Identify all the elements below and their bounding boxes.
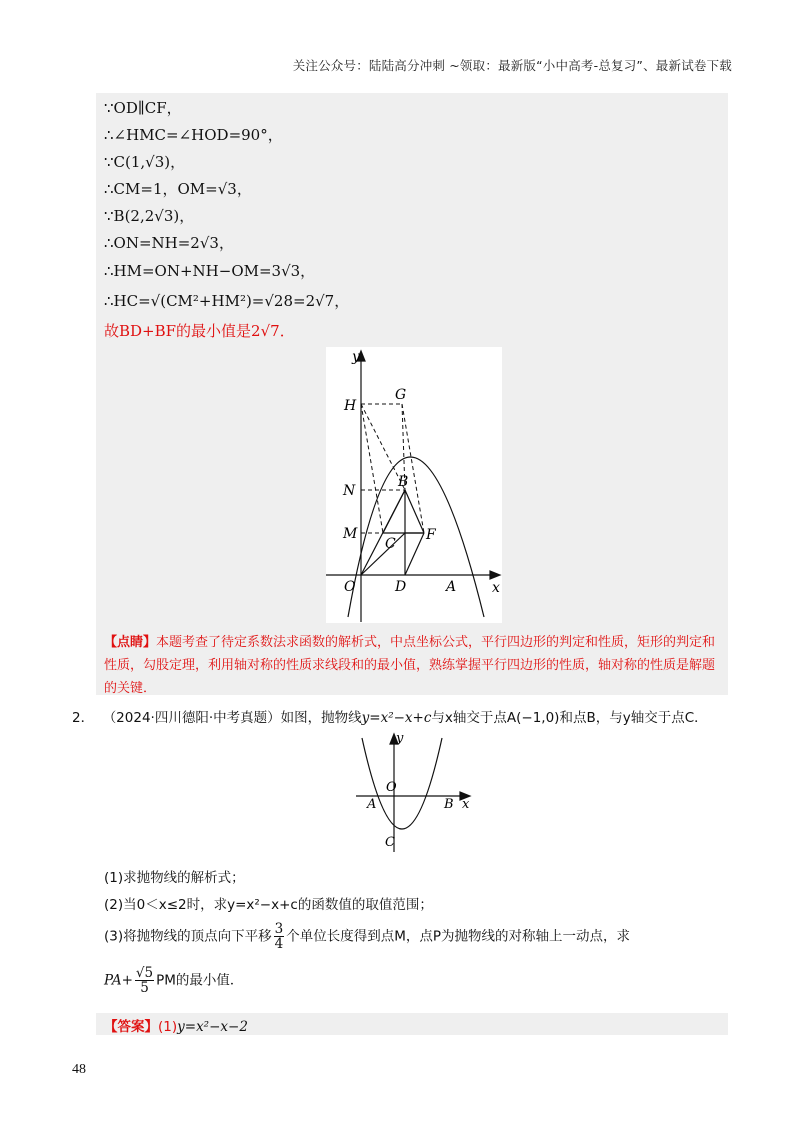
comment-text: 本题考查了待定系数法求函数的解析式，中点坐标公式，平行四边形的判定和性质，矩形的判定和性质，勾股定理，利用轴对称的性质求线段和的最小值，熟练掌握平行四边形的性质，轴对称的性质是解题的关键． [104, 635, 716, 696]
comment-block [104, 631, 722, 700]
point-label-M: M [343, 526, 358, 542]
point-label-N: N [343, 483, 356, 499]
point-label-O: O [344, 579, 356, 595]
question-equation: y=x²−x+c [361, 710, 432, 726]
answer-line [104, 1015, 248, 1035]
question-part-3: (3)将抛物线的顶点向下平移 $\frac{3}{4}$ 个单位长度得到点M，点P为抛物线的对称轴上一动点，求 [104, 921, 631, 952]
question-part-2: (2)当0＜x≤2时，求y=x²−x+c的函数值的取值范围； [104, 897, 433, 913]
solution-line: ∴HC=√(CM²+HM²)=√28=2√7， [104, 292, 350, 310]
question-source: （2024·四川德阳·中考真题） [102, 710, 281, 726]
question-stem-b: 与x轴交于点A(−1,0)和点B，与y轴交于点C． [431, 710, 708, 726]
point-label-A: A [446, 579, 457, 595]
solution-line: ∵B(2,2√3)， [104, 207, 195, 225]
point-label-A: A [367, 797, 377, 812]
axis-label-y: y [396, 731, 404, 746]
parabola-figure-2 [352, 730, 478, 856]
solution-line: ∴ON=NH=2√3， [104, 234, 234, 252]
question-number: 2． [72, 710, 95, 726]
page-header: 关注公众号：陆陆高分冲刺 ~领取：最新版“小中高考-总复习”、最新试卷下载 [292, 58, 732, 73]
point-label-H: H [344, 398, 357, 414]
point-label-D: D [395, 579, 407, 595]
solution-conclusion: 故BD+BF的最小值是2√7． [104, 322, 295, 340]
answer-text: y=x²−x−2 [177, 1019, 248, 1035]
question-stem-a: 如图，抛物线 [280, 710, 362, 726]
page-number: 48 [72, 1062, 86, 1077]
point-label-B: B [444, 797, 454, 812]
question-part-3-continued: PA+ $\frac{√5}{5}$ PM的最小值． [104, 965, 244, 996]
point-label-O: O [386, 780, 397, 795]
solution-line: ∴CM=1，OM=√3， [104, 180, 252, 198]
question-part-1: (1)求抛物线的解析式； [104, 870, 245, 886]
point-label-C: C [385, 835, 395, 850]
question-stem [72, 706, 708, 726]
fraction: $\frac{3}{4}$ [274, 921, 284, 952]
point-label-C: C [385, 536, 396, 552]
solution-line: ∵C(1,√3)， [104, 153, 186, 171]
answer-tag: 【答案】 [104, 1019, 158, 1035]
geometry-figure-1 [326, 347, 502, 623]
point-label-G: G [395, 387, 407, 403]
fraction: $\frac{√5}{5}$ [135, 965, 154, 996]
answer-label: (1) [158, 1019, 178, 1035]
point-label-B: B [398, 474, 409, 490]
solution-line: ∴∠HMC=∠HOD=90°， [104, 126, 283, 144]
solution-line: ∴HM=ON+NH−OM=3√3， [104, 262, 316, 280]
solution-line: ∵OD∥CF， [104, 99, 182, 117]
axis-label-y: y [352, 349, 360, 365]
axis-label-x: x [462, 797, 470, 812]
point-label-F: F [426, 527, 436, 543]
comment-tag: 【点睛】 [104, 635, 157, 650]
axis-label-x: x [492, 580, 500, 596]
